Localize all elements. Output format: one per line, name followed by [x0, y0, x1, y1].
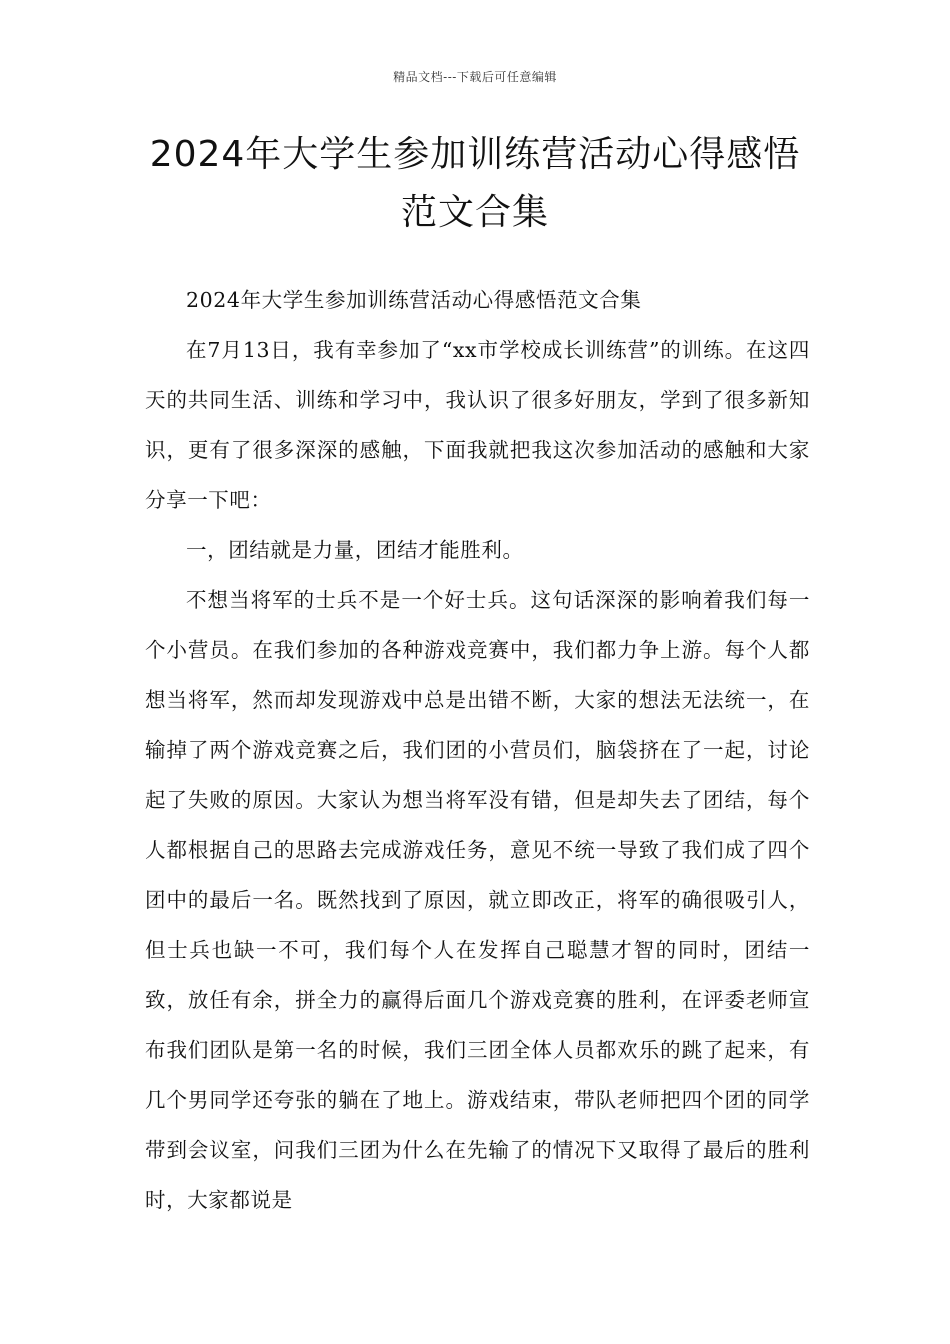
paragraph-heading-1: 一，团结就是力量，团结才能胜利。	[186, 538, 524, 562]
paragraph-body-1: 不想当将军的士兵不是一个好士兵。这句话深深的影响着我们每一个小营员。在我们参加的各种游戏竞赛中，我们都力争上游。每个人都想当将军，然而却发现游戏中总是出错不断，大家的想法无法统一，在输掉了两个游戏竞赛之后，我们团的小营员们，脑袋挤在了一起，讨论起了失败的原因。大家认为想当将军没有错，但是却失去了团结，每个人都根据自己的思路去完成游戏任务，意见不统一导致了我们成了四个团中的最后一名。既然找到了原因，就立即改正，将军的确很吸引人，但士兵也缺一不可，我们每个人在发挥自己聪慧才智的同时，团结一致，放任有余，拼全力的赢得后面几个游戏竞赛的胜利，在评委老师宣布我们团队是第一名的时候，我们三团全体人员都欢乐的跳了起来，有几个男同学还夸张的躺在了地上。游戏结束，带队老师把四个团的同学带到会议室，问我们三团为什么在先输了的情况下又取得了最后的胜利时，大家都说是	[145, 588, 810, 1212]
paragraph-subtitle: 2024年大学生参加训练营活动心得感悟范文合集	[186, 288, 642, 312]
title-line-1: 2024年大学生参加训练营活动心得感悟	[149, 134, 801, 175]
header-note: 精品文档---下载后可任意编辑	[393, 70, 557, 84]
paragraph-intro: 在7月13日，我有幸参加了“xx市学校成长训练营”的训练。在这四天的共同生活、训练和学习中，我认识了很多好朋友，学到了很多新知识，更有了很多深深的感触，下面我就把我这次参加活动的感触和大家分享一下吧：	[145, 338, 810, 512]
title-line-2: 范文合集	[400, 192, 549, 233]
document-title	[120, 126, 830, 242]
document-body	[145, 275, 810, 1225]
